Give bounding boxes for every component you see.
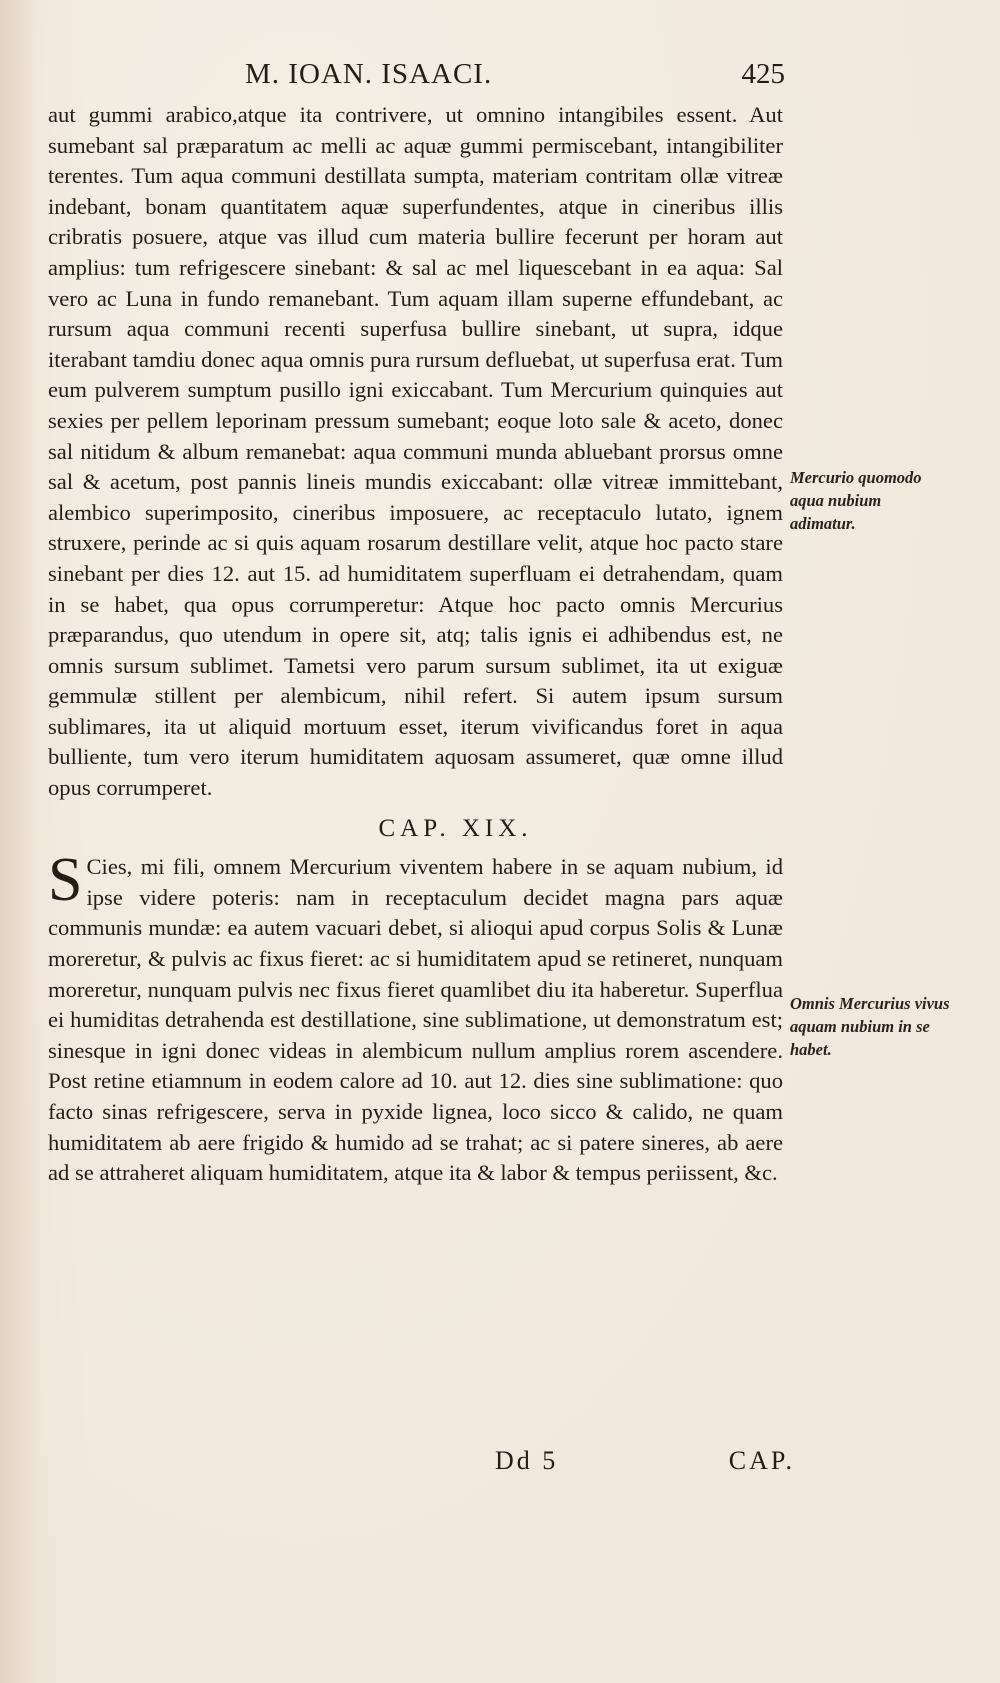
paragraph-2 xyxy=(48,846,783,1189)
running-head: M. IOAN. ISAACI. xyxy=(245,58,493,90)
signature-mark: Dd 5 xyxy=(495,1446,559,1475)
paragraph-1: aut gummi arabico,atque ita contrivere, ut omnino intangibiles essent. Aut sumebant sal præparatum ac melli ac aquæ gummi permiscebant, intangibiliter terentes. Tum aqua communi destillata sumpta, materiam contritam ollæ vitreæ indebant, bonam quantitatem aquæ superfundentes, atque in cineribus illis cribratis posuere, atque vas illud cum materia bullire fecerunt per horam aut amplius: tum refrigescere sinebant: & sal ac mel liquescebant in ea aqua: Sal vero ac Luna in fundo remanebant. Tum aquam illam superne effundebant, ac rursum aqua communi recenti superfusa bullire sinebant, ut supra, idque iterabant tamdiu donec aqua omnis pura rursum defluebat, ut superfusa erat. Tum eum pulverem sumptum pusillo igni exiccabant. Tum Mercurium quinquies aut sexies per pellem leporinam pressum sumebant; eoque loto sale & aceto, donec sal nitidum & album remanebat: aqua communi munda abluebant prorsus omne sal & acetum, post pannis lineis mundis exiccabant: ollæ vitreæ immittebant, alembico superimposito, cineribus imposuere, ac receptaculo lutato, ignem struxere, perinde ac si quis aquam rosarum destillare velit, atque hoc pacto stare sinebant per dies 12. aut 15. ad humiditatem superfluam ei detrahendam, quam in se habet, qua opus corrumperetur: Atque hoc pacto omnis Mercurius præparandus, quo utendum in opere sit, atq; talis ignis ei adhibendus est, ne omnis sursum sublimet. Tametsi vero parum sursum sublimet, ita ut exiguæ gemmulæ stillent per alembicum, nihil refert. Si autem ipsum sursum sublimares, ita ut aliquid mortuum esset, iterum vivificandus foret in aqua bulliente, tum vero iterum humiditatem aquosam assumeret, quæ omne illud opus corrumperet. xyxy=(48,102,783,801)
marginal-note-1: Mercurio quomodo aqua nubium adimatur. xyxy=(790,468,922,533)
page-footer xyxy=(495,1446,795,1482)
catchword: CAP. xyxy=(728,1446,795,1475)
main-text-block xyxy=(48,100,783,1189)
marginal-note-2: Omnis Mercurius vivus aquam nubium in se habet. xyxy=(790,994,950,1059)
paragraph-2-text: Cies, mi fili, omnem Mercurium viventem habere in se aquam nubium, id ipse videre poteris: nam in receptaculum decidet magna pars aquæ communis mundæ: ea autem vacuari debet, si alioqui apud corpus Solis & Lunæ moreretur, & pulvis ac fixus fieret: ac si humiditatem apud se retineret, nunquam moreretur, nunquam pulvis nec fixus fieret quamlibet diu ita haberetur. Superflua ei humiditas detrahenda est destillatione, sine sublimatione, ut demonstratum est; sinesque in igni donec videas in alembicum nullum amplius rorem ascendere. Post retine etiamnum in eodem calore ad 10. aut 12. dies sine sublimatione: quo facto sinas refrigescere, serva in pyxide lignea, loco sicco & calido, ne quam humiditatem ab aere frigido & humido ad se trahat; ac si patere sineres, ab aere ad se attraheret aliquam humiditatem, atque ita & labor & tempus periissent, &c. xyxy=(48,854,783,1186)
chapter-heading: CAP. XIX. xyxy=(378,814,533,842)
page-number: 425 xyxy=(741,58,785,90)
page-header xyxy=(245,58,785,98)
drop-capital: S xyxy=(48,846,83,915)
